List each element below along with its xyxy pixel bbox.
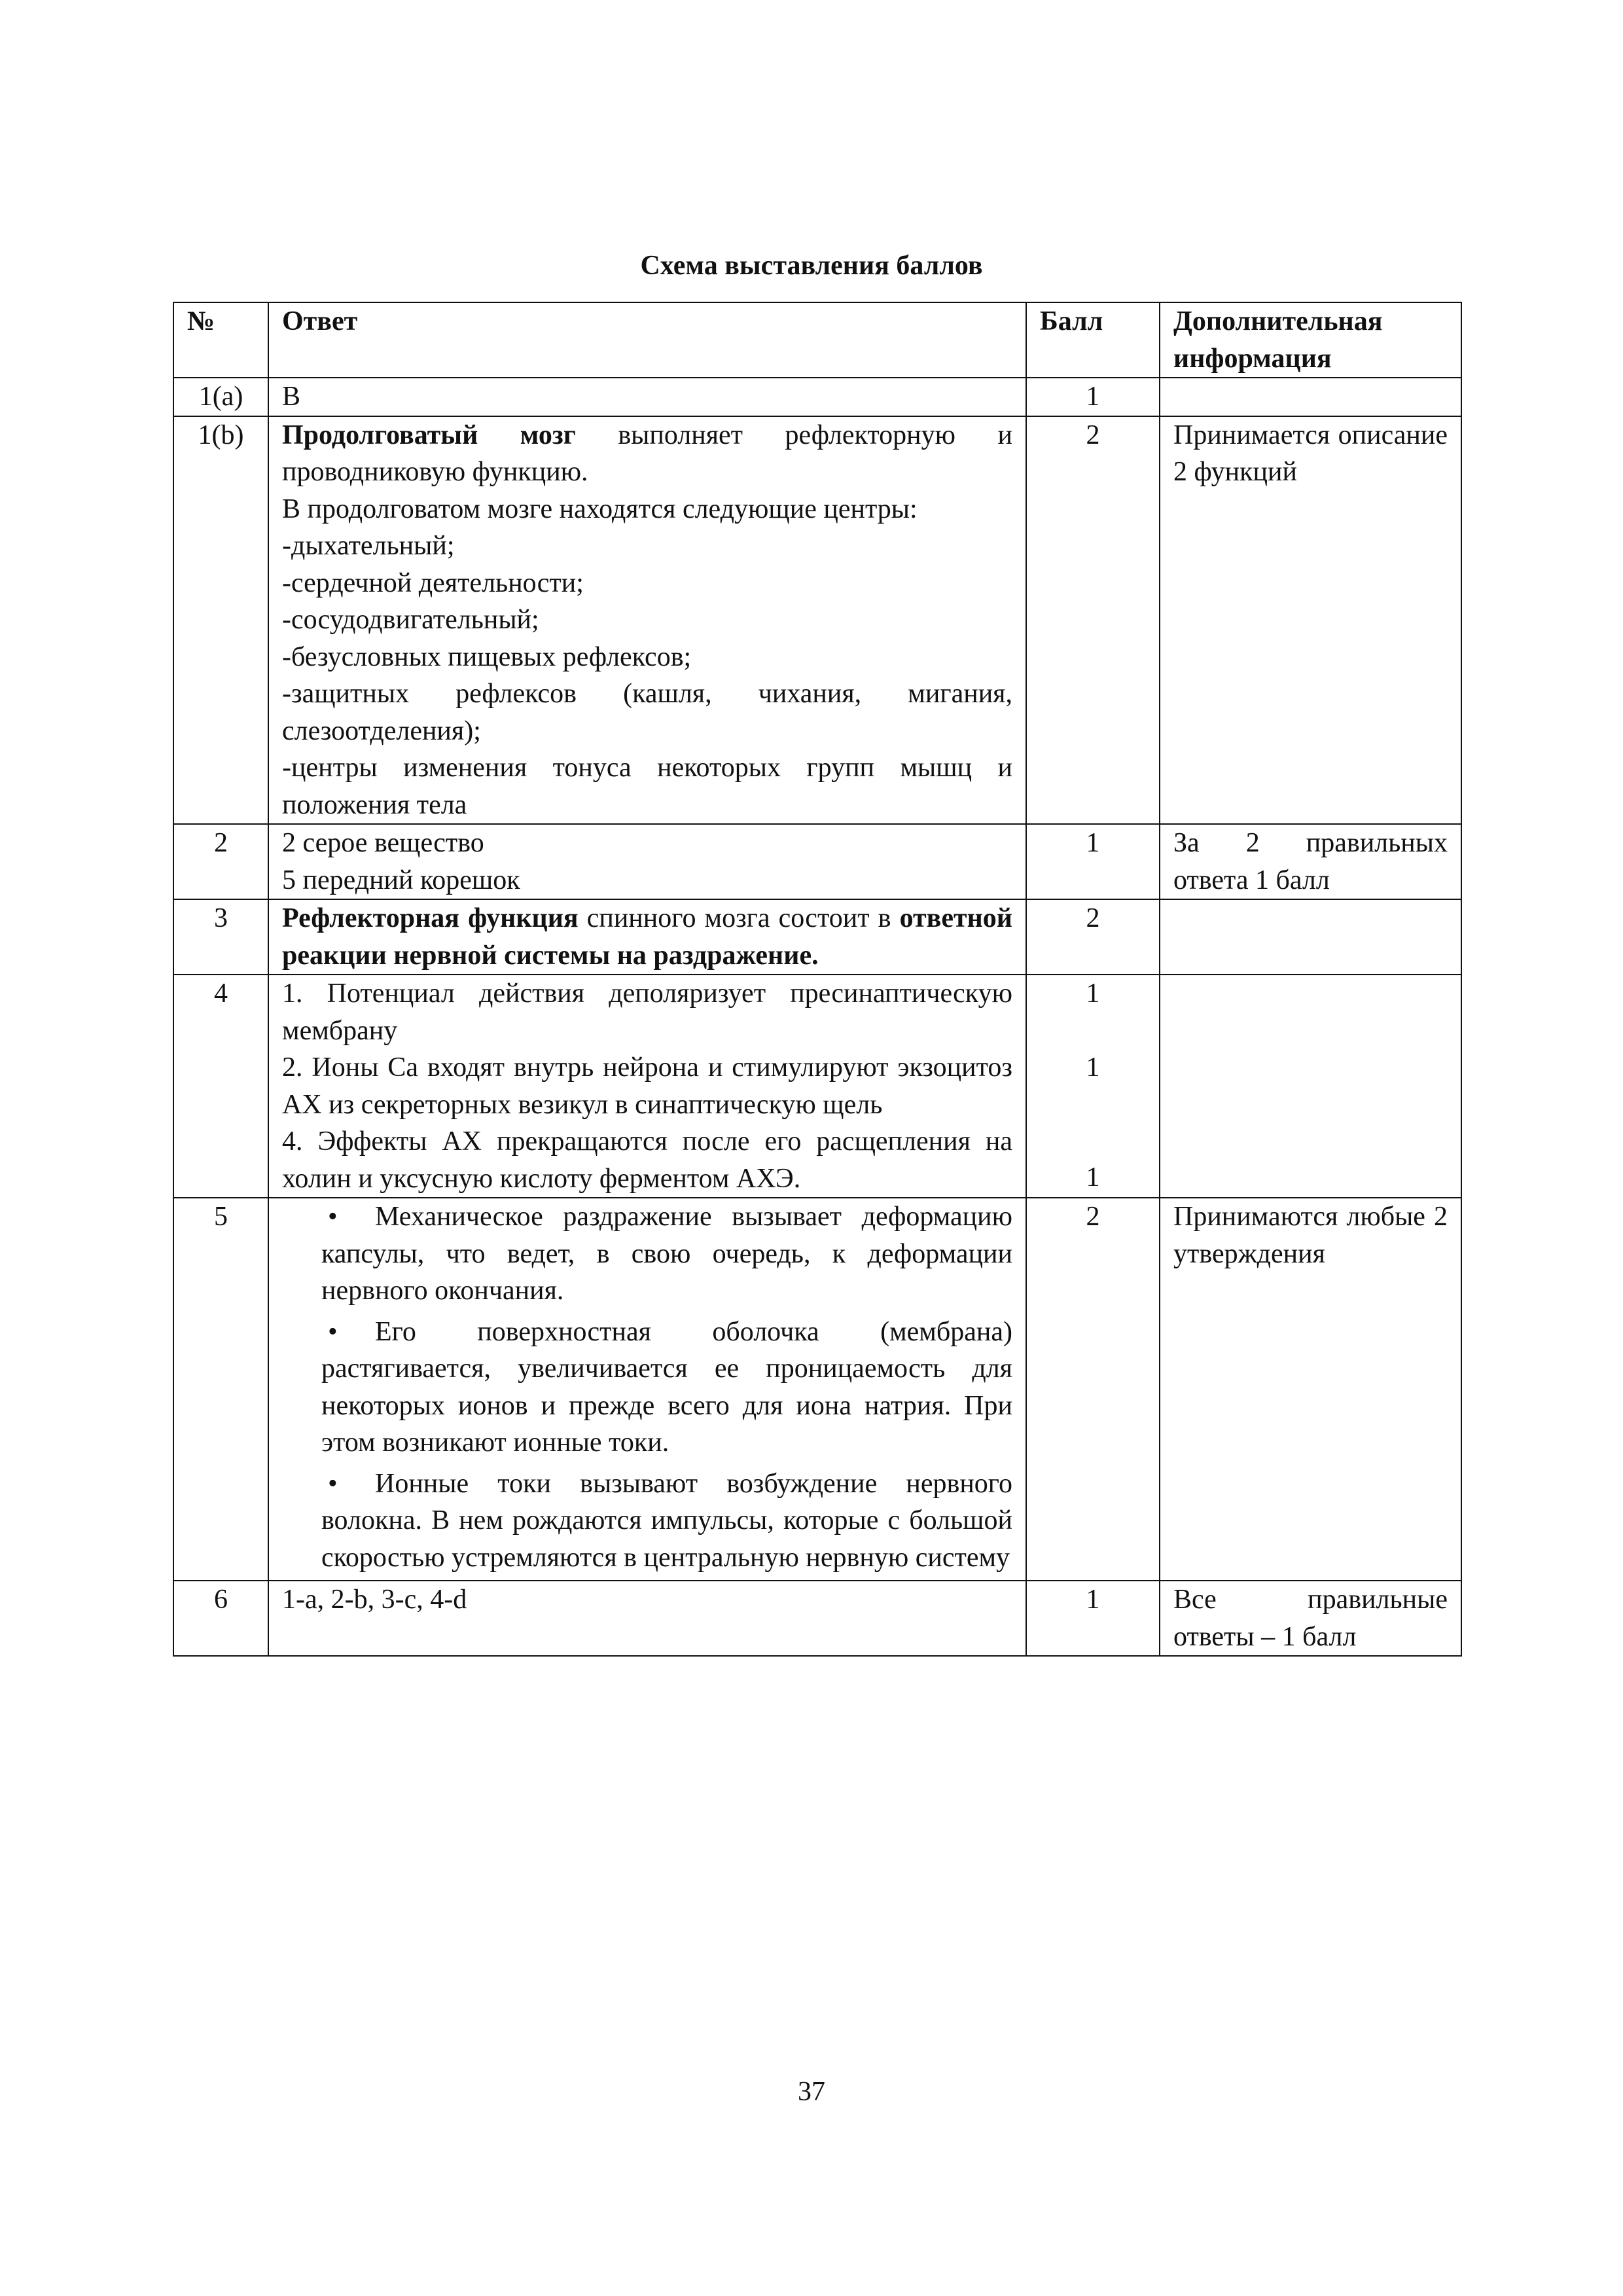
score-value: 1 <box>1086 978 1100 1009</box>
answer-bold: Рефлекторная функция <box>282 903 579 933</box>
row-score: 1 <box>1026 378 1160 416</box>
list-item-text: Ионные токи вызывают возбуждение нервного волокна. В нем рождаются импульсы, которые с большой скоростью устремляются в центральную нервную систему <box>321 1468 1012 1573</box>
answer-line: -защитных рефлексов (кашля, чихания, мигания, слезоотделения); <box>282 679 1012 746</box>
answer-text: спинного мозга состоит в <box>578 903 900 933</box>
answer-line: 1. Потенциал действия деполяризует пресинаптическую мембрану <box>282 978 1012 1046</box>
row-extra: Все правильные ответы – 1 балл <box>1160 1581 1461 1656</box>
row-num: 3 <box>173 899 268 975</box>
answer-line: 2. Ионы Ca входят внутрь нейрона и стимулируют экзоцитоз АХ из секреторных везикул в синаптическую щель <box>282 1052 1012 1120</box>
answer-text: выполняет рефлекторную и проводниковую функцию. <box>282 420 1012 487</box>
table-row <box>173 824 1461 899</box>
header-extra: Дополнительная информация <box>1160 302 1461 378</box>
table-row <box>173 416 1461 825</box>
answer-line: 4. Эффекты АХ прекращаются после его расщепления на холин и уксусную кислоту ферментом АХЭ. <box>282 1126 1012 1194</box>
header-num: № <box>173 302 268 378</box>
answer-line: 5 передний корешок <box>282 865 520 895</box>
list-item-text: Его поверхностная оболочка (мембрана) растягивается, увеличивается ее проницаемость для некоторых ионов и прежде всего для иона натрия. При этом возникают ионные токи. <box>321 1316 1012 1458</box>
row-extra: За 2 правильных ответа 1 балл <box>1160 824 1461 899</box>
answer-line: В продолговатом мозге находятся следующие центры: <box>282 493 918 524</box>
row-extra <box>1160 975 1461 1198</box>
answer-bold: Продолговатый мозг <box>282 420 576 450</box>
row-score: 1 <box>1026 824 1160 899</box>
answer-line: -дыхательный; <box>282 531 455 561</box>
table-row <box>173 378 1461 416</box>
list-item <box>321 1198 1012 1310</box>
row-num: 4 <box>173 975 268 1198</box>
row-score: 2 <box>1026 1198 1160 1581</box>
row-score <box>1026 975 1160 1198</box>
answer-line: -центры изменения тонуса некоторых групп мышц и положения тела <box>282 753 1012 820</box>
table-row <box>173 1198 1461 1581</box>
row-num: 6 <box>173 1581 268 1656</box>
answer-line: -безусловных пищевых рефлексов; <box>282 641 692 672</box>
row-extra <box>1160 378 1461 416</box>
row-num: 1(b) <box>173 416 268 825</box>
table-row <box>173 975 1461 1198</box>
header-score: Балл <box>1026 302 1160 378</box>
table-row <box>173 1581 1461 1656</box>
bullet-list <box>282 1198 1012 1576</box>
page-number: 37 <box>798 2077 825 2107</box>
table-header-row <box>173 302 1461 378</box>
row-answer: 1-a, 2-b, 3-c, 4-d <box>268 1581 1026 1656</box>
row-score: 2 <box>1026 416 1160 825</box>
row-extra: Принимаются любые 2 утверждения <box>1160 1198 1461 1581</box>
row-num: 1(a) <box>173 378 268 416</box>
answer-line: 2 серое вещество <box>282 828 484 858</box>
row-num: 5 <box>173 1198 268 1581</box>
row-answer: B <box>268 378 1026 416</box>
score-value: 1 <box>1086 1052 1100 1083</box>
list-item <box>321 1314 1012 1462</box>
bullet-icon: • <box>328 1316 338 1347</box>
answer-line: -сердечной деятельности; <box>282 567 584 598</box>
row-num: 2 <box>173 824 268 899</box>
row-answer <box>268 975 1026 1198</box>
answer-bold: ответной реакции нервной системы на раздражение. <box>282 903 1012 971</box>
row-extra <box>1160 899 1461 975</box>
row-score: 1 <box>1026 1581 1160 1656</box>
document-title: Схема выставления баллов <box>640 251 983 281</box>
row-answer <box>268 416 1026 825</box>
list-item <box>321 1465 1012 1577</box>
row-answer <box>268 1198 1026 1581</box>
row-answer <box>268 899 1026 975</box>
list-item-text: Механическое раздражение вызывает деформацию капсулы, что ведет, в свою очередь, к деформации нервного окончания. <box>321 1202 1012 1306</box>
scoring-table <box>173 302 1462 1657</box>
table-row <box>173 899 1461 975</box>
row-extra: Принимается описание 2 функций <box>1160 416 1461 825</box>
bullet-icon: • <box>328 1468 338 1499</box>
answer-line: -сосудодвигательный; <box>282 605 539 635</box>
row-score: 2 <box>1026 899 1160 975</box>
score-value: 1 <box>1086 1162 1100 1193</box>
answer-line <box>282 417 1012 491</box>
bullet-icon: • <box>328 1202 338 1232</box>
row-answer <box>268 824 1026 899</box>
header-answer: Ответ <box>268 302 1026 378</box>
